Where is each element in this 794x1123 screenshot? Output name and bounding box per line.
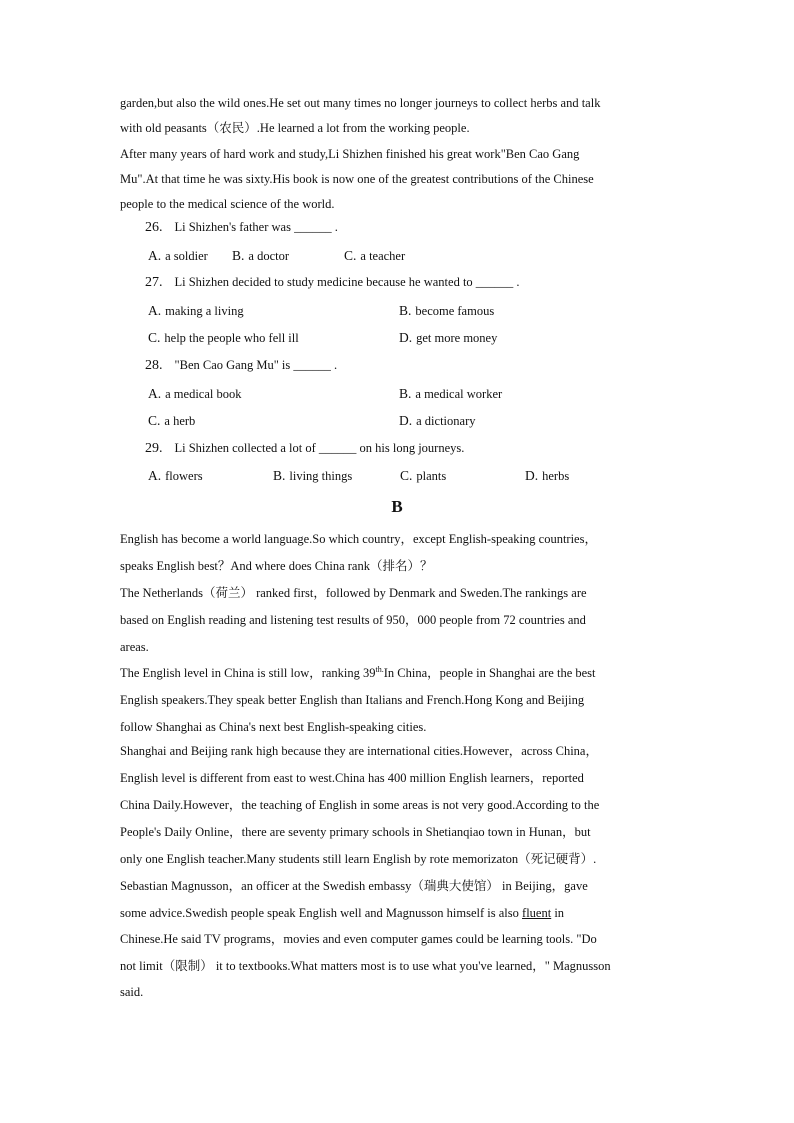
option-26-c[interactable] [344, 248, 405, 264]
option-26-a[interactable] [148, 248, 208, 264]
option-text: herbs [542, 469, 570, 483]
text-line: Shanghai and Beijing rank high because they are international cities.However，across China， [120, 744, 598, 758]
passage-a-paragraph-2 [120, 142, 680, 217]
question-number: 26. [145, 220, 163, 235]
text-line: Chinese.He said TV programs，movies and even computer games could be learning tools. "Do [120, 932, 597, 946]
passage-b-paragraph-5 [120, 873, 685, 1006]
passage-b-paragraph-3 [120, 660, 680, 741]
option-28-b[interactable] [399, 386, 502, 402]
text-line: areas. [120, 640, 149, 654]
option-letter: A. [148, 468, 162, 483]
underlined-word: fluent [522, 905, 552, 920]
text-line: The Netherlands（荷兰） ranked first，followed by Denmark and Sweden.The rankings are [120, 586, 587, 600]
text-line: English level is different from east to west.China has 400 million English learners，reported [120, 771, 584, 785]
option-text: become famous [415, 304, 495, 318]
option-text: a soldier [165, 249, 208, 263]
option-text: plants [416, 469, 447, 483]
option-28-d[interactable] [399, 413, 475, 429]
question-number: 28. [145, 358, 163, 373]
option-29-c[interactable] [400, 468, 446, 484]
option-text: help the people who fell ill [164, 331, 299, 345]
option-letter: B. [399, 386, 412, 401]
text-line [120, 660, 680, 687]
text-line: garden,but also the wild ones.He set out many times no longer journeys to collect herbs and talk [120, 96, 601, 110]
option-29-a[interactable] [148, 468, 203, 484]
option-text: flowers [165, 469, 203, 483]
option-26-b[interactable] [232, 248, 289, 264]
option-letter: A. [148, 303, 162, 318]
passage-b-paragraph-2 [120, 580, 680, 661]
option-letter: B. [273, 468, 286, 483]
option-letter: C. [148, 413, 161, 428]
option-28-a[interactable] [148, 386, 242, 402]
text-line: follow Shanghai as China's next best English-speaking cities. [120, 720, 427, 734]
option-27-a[interactable] [148, 303, 244, 319]
section-b-heading: B [391, 497, 403, 516]
text-line: English speakers.They speak better English than Italians and French.Hong Kong and Beijing [120, 693, 585, 707]
text-line: with old peasants（农民）.He learned a lot from the working people. [120, 121, 470, 135]
text-line: based on English reading and listening test results of 950，000 people from 72 countries and [120, 613, 586, 627]
question-number: 29. [145, 441, 163, 456]
option-letter: B. [399, 303, 412, 318]
text-line: Mu".At that time he was sixty.His book is now one of the greatest contributions of the Chinese [120, 172, 594, 186]
text-line: People's Daily Online，there are seventy primary schools in Shetianqiao town in Hunan，but [120, 825, 591, 839]
ordinal-suffix: th. [375, 664, 384, 674]
option-29-b[interactable] [273, 468, 352, 484]
option-text: making a living [165, 304, 244, 318]
option-letter: D. [399, 413, 413, 428]
text-line: said. [120, 985, 144, 999]
option-text: a dictionary [416, 414, 476, 428]
option-text: a medical book [165, 387, 242, 401]
option-28-c[interactable] [148, 413, 195, 429]
option-letter: C. [400, 468, 413, 483]
question-stem: "Ben Cao Gang Mu" is ______ . [174, 358, 338, 372]
question-stem: Li Shizhen's father was ______ . [174, 220, 338, 234]
question-stem: Li Shizhen collected a lot of ______ on his long journeys. [174, 441, 465, 455]
text-line: After many years of hard work and study,Li Shizhen finished his great work"Ben Cao Gang [120, 147, 580, 161]
text-line: China Daily.However，the teaching of English in some areas is not very good.According to the [120, 798, 600, 812]
option-letter: C. [344, 248, 357, 263]
text-segment: In China，people in Shanghai are the best [383, 666, 596, 680]
option-27-b[interactable] [399, 303, 494, 319]
question-26 [145, 220, 338, 236]
text-line: English has become a world language.So which country，except English-speaking countries， [120, 532, 597, 546]
option-text: a teacher [360, 249, 406, 263]
passage-b-paragraph-1 [120, 526, 680, 580]
option-letter: A. [148, 386, 162, 401]
option-text: get more money [416, 331, 498, 345]
passage-b-paragraph-4 [120, 738, 680, 873]
text-line: people to the medical science of the world. [120, 197, 335, 211]
text-line: speaks English best？And where does China rank（排名）？ [120, 559, 433, 573]
option-27-d[interactable] [399, 330, 497, 346]
option-text: a medical worker [415, 387, 503, 401]
question-28 [145, 358, 337, 374]
question-stem: Li Shizhen decided to study medicine because he wanted to ______ . [174, 275, 520, 289]
text-segment: some advice.Swedish people speak English well and Magnusson himself is also [120, 905, 523, 920]
text-segment: The English level in China is still low，ranking 39 [120, 666, 376, 680]
text-line: not limit（限制） it to textbooks.What matters most is to use what you've learned，" Magnusson [120, 958, 611, 973]
option-text: a doctor [248, 249, 289, 263]
option-letter: A. [148, 248, 162, 263]
text-line: only one English teacher.Many students still learn English by rote memorizaton（死记硬背）. [120, 852, 597, 866]
option-29-d[interactable] [525, 468, 569, 484]
text-segment: in [551, 905, 565, 920]
question-27 [145, 275, 520, 291]
text-line: Sebastian Magnusson，an officer at the Swedish embassy（瑞典大使馆） in Beijing，gave [120, 879, 588, 893]
option-letter: D. [399, 330, 413, 345]
option-letter: B. [232, 248, 245, 263]
option-text: a herb [164, 414, 196, 428]
text-line [120, 900, 685, 927]
option-letter: D. [525, 468, 539, 483]
question-number: 27. [145, 275, 163, 290]
option-27-c[interactable] [148, 330, 299, 346]
passage-a-paragraph-1 [120, 91, 680, 141]
option-text: living things [289, 469, 353, 483]
option-letter: C. [148, 330, 161, 345]
question-29 [145, 441, 464, 457]
